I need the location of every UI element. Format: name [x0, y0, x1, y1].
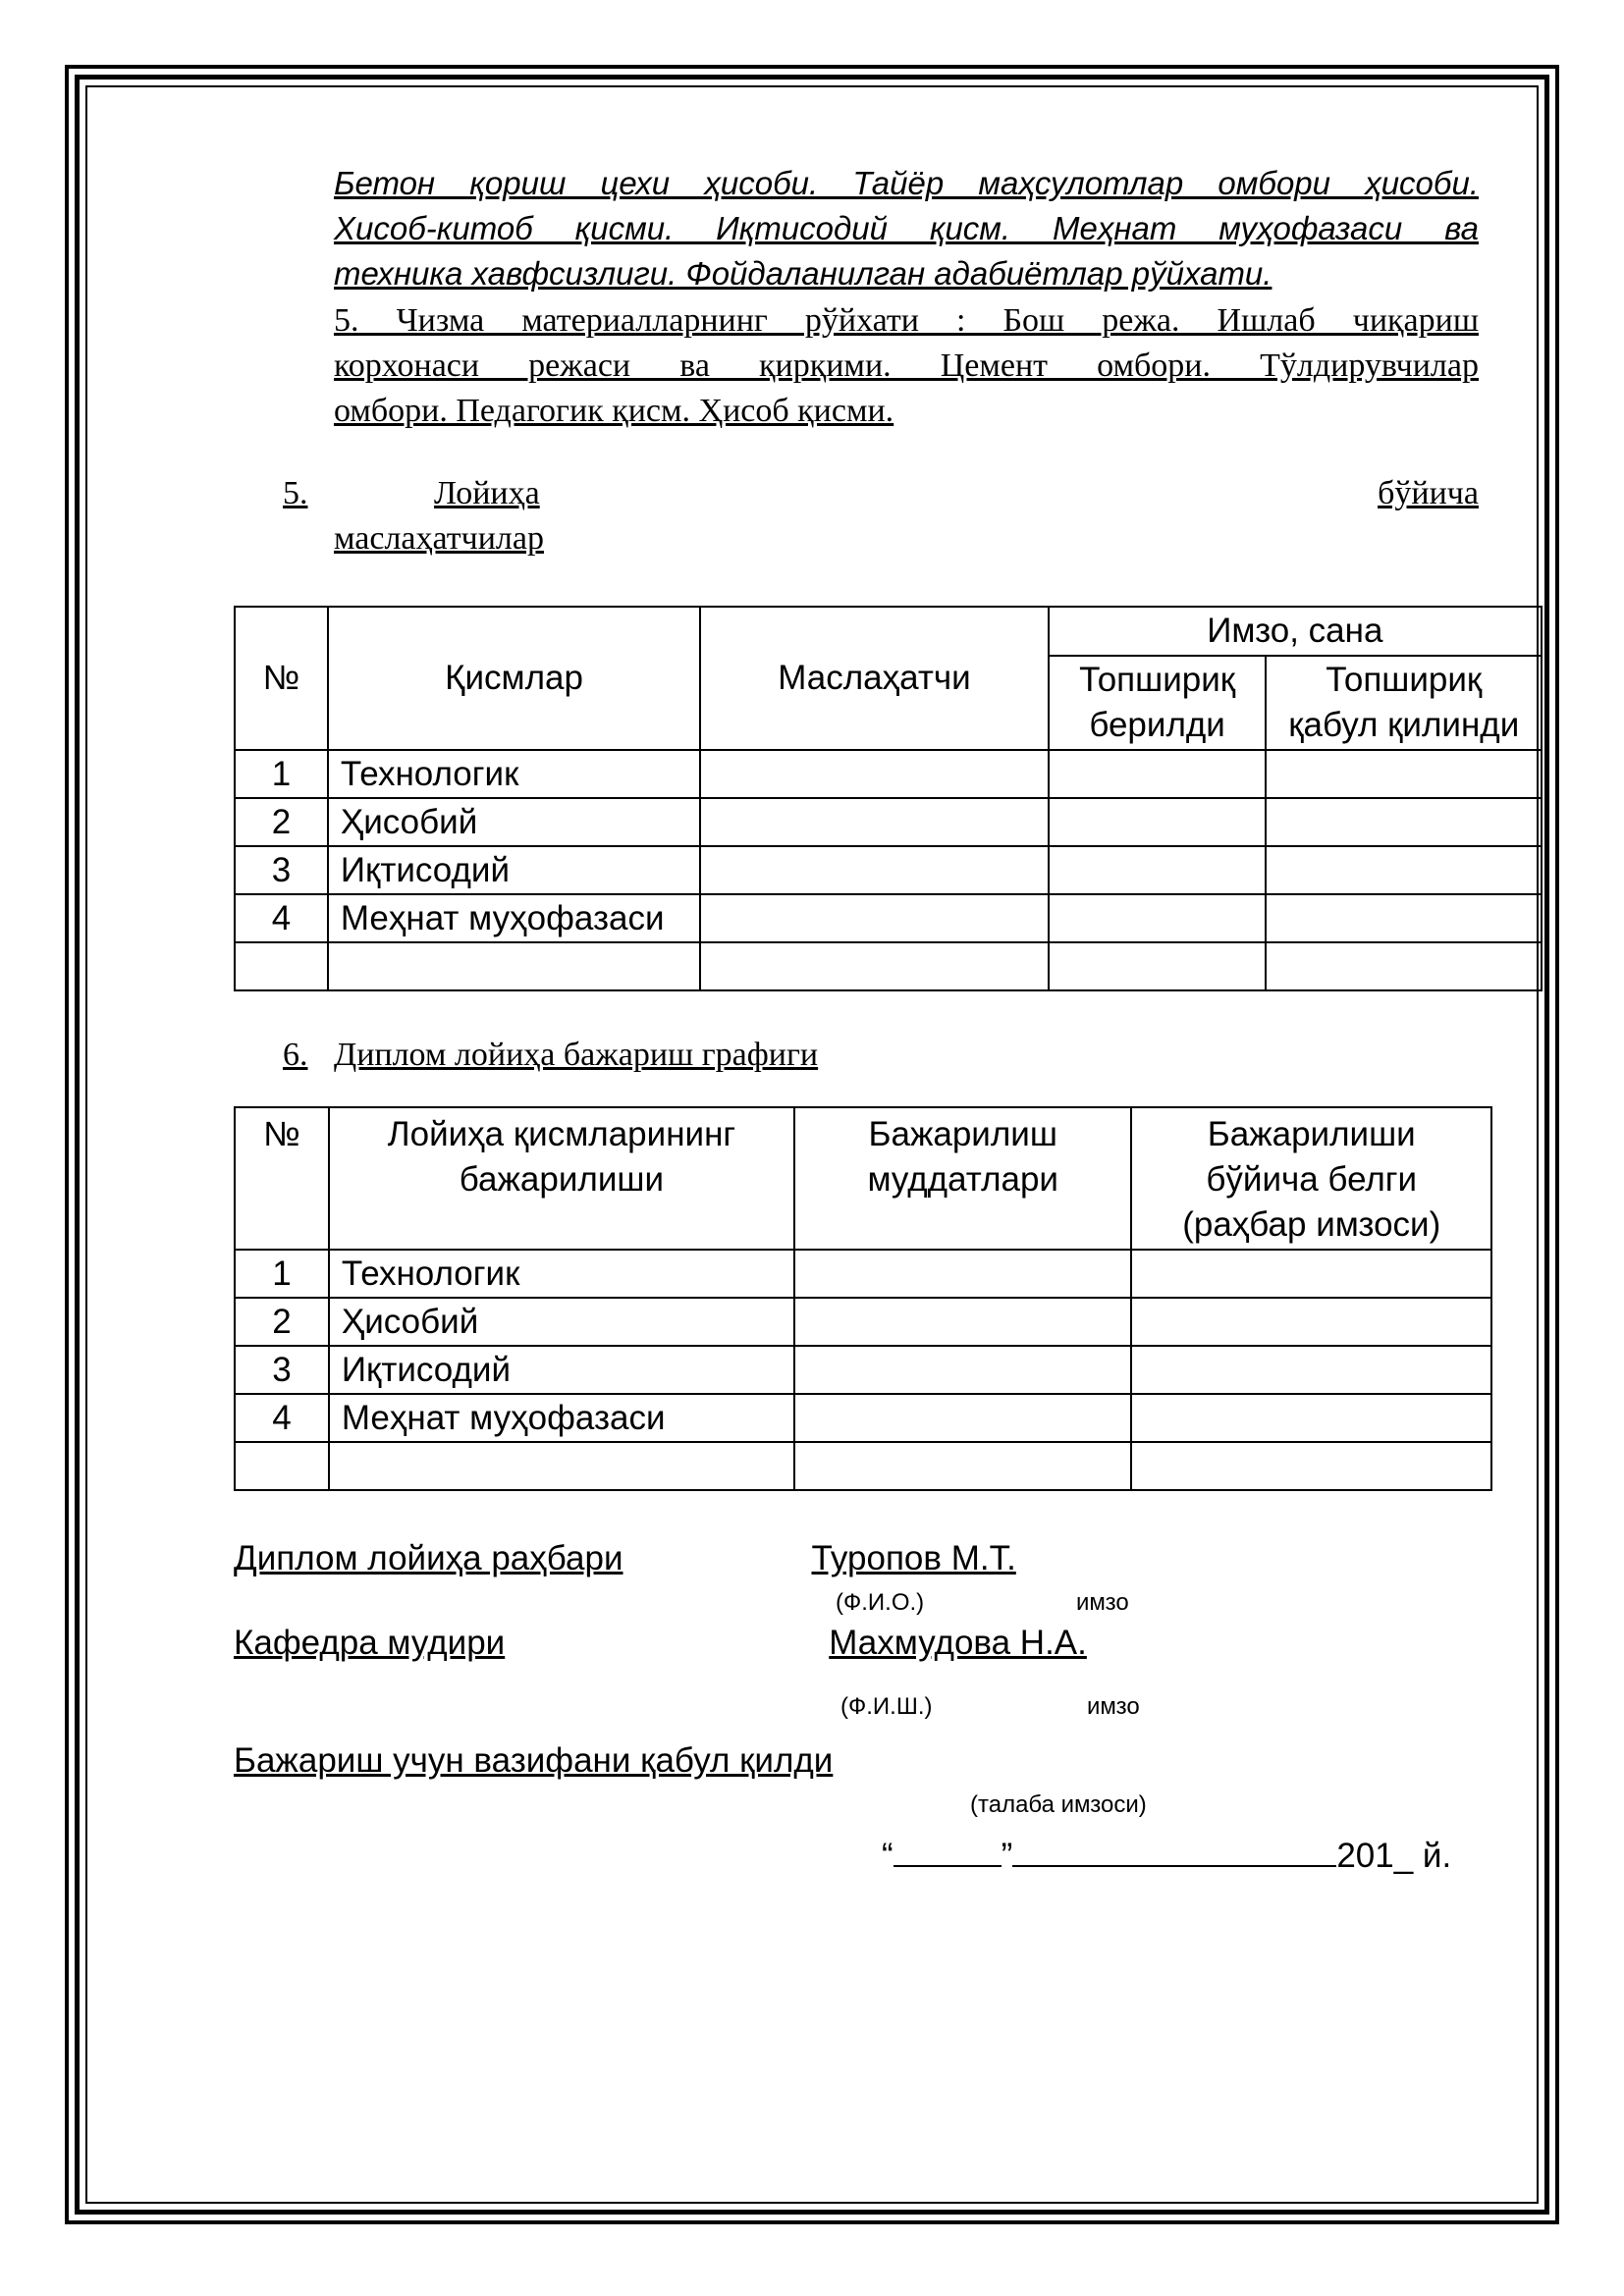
table1-row4-no: 4	[235, 894, 328, 942]
head-label: Кафедра мудири	[234, 1624, 506, 1662]
table-row	[235, 942, 1542, 990]
table1-row5-no[interactable]	[235, 942, 328, 990]
table2-row2-no: 2	[235, 1298, 329, 1346]
table-row	[235, 1250, 1491, 1298]
table2-row3-deadline[interactable]	[794, 1346, 1132, 1394]
drawings-line-2: корхонаси режаси ва қирқими. Цемент омбори. Тўлдирувчилар	[334, 347, 1479, 384]
table2-row4-mark[interactable]	[1131, 1394, 1491, 1442]
table-row	[235, 1442, 1491, 1490]
section5-title-line1	[334, 475, 1479, 512]
table1-row1-given[interactable]	[1049, 750, 1267, 798]
table1-row5-given[interactable]	[1049, 942, 1267, 990]
table-row	[235, 1394, 1491, 1442]
date-quote-close: ”	[1001, 1837, 1013, 1875]
table1-header-given: Топшириқ берилди	[1049, 656, 1267, 750]
table2-row5-deadline[interactable]	[794, 1442, 1132, 1490]
section5-number: 5.	[283, 475, 308, 511]
consultants-table	[234, 606, 1543, 991]
table1-row3-accepted[interactable]	[1266, 846, 1542, 894]
table1-header-consultant: Маслаҳатчи	[700, 607, 1048, 750]
table-row	[235, 846, 1542, 894]
accept-line	[234, 1741, 1387, 1781]
table1-row1-accepted[interactable]	[1266, 750, 1542, 798]
head-fio-caption: (Ф.И.Ш.)	[840, 1693, 933, 1720]
table2-header-parts: Лойиҳа қисмларининг бажарилиши	[329, 1107, 794, 1250]
table1-row2-no: 2	[235, 798, 328, 846]
table-row	[235, 894, 1542, 942]
drawings-line-1: 5. Чизма материалларнинг рўйхати : Бош режа. Ишлаб чиқариш	[334, 302, 1479, 339]
supervisor-fio-caption: (Ф.И.О.)	[836, 1589, 925, 1616]
section5-word-consultants: маслаҳатчилар	[334, 520, 544, 557]
section5-title-line2	[334, 520, 1118, 558]
supervisor-name: Туропов М.Т.	[811, 1539, 1016, 1577]
table1-header-no: №	[235, 607, 328, 750]
table-row	[235, 1298, 1491, 1346]
table1-row5-name[interactable]	[328, 942, 700, 990]
table1-header-accepted: Топшириқ қабул қилинди	[1266, 656, 1542, 750]
table2-header-mark: Бажарилиши бўйича белги (раҳбар имзоси)	[1131, 1107, 1491, 1250]
table1-row2-consultant[interactable]	[700, 798, 1048, 846]
table2-header-row	[235, 1107, 1491, 1250]
section5-word-project: Лойиҳа	[434, 475, 540, 511]
table1-header-parts: Қисмлар	[328, 607, 700, 750]
table1-row1-consultant[interactable]	[700, 750, 1048, 798]
date-quote-open: “	[882, 1837, 893, 1875]
table1-row5-accepted[interactable]	[1266, 942, 1542, 990]
table1-header-row-1	[235, 607, 1542, 656]
section5-word-by: бўйича	[1378, 475, 1479, 511]
supervisor-sign-caption: имзо	[1076, 1589, 1129, 1616]
table1-row4-name: Меҳнат муҳофазаси	[328, 894, 700, 942]
table2-row3-mark[interactable]	[1131, 1346, 1491, 1394]
table1-row2-name: Ҳисобий	[328, 798, 700, 846]
table1-row2-given[interactable]	[1049, 798, 1267, 846]
head-sign-caption: имзо	[1087, 1693, 1140, 1720]
date-year: 201_ й.	[1336, 1837, 1452, 1875]
table2-row3-no: 3	[235, 1346, 329, 1394]
table2-row5-no[interactable]	[235, 1442, 329, 1490]
section6-title	[334, 1037, 1309, 1074]
drawings-line-3: омбори. Педагогик қисм. Ҳисоб қисми.	[334, 393, 894, 429]
table1-header-sign-date: Имзо, сана	[1049, 607, 1542, 656]
table1-row4-accepted[interactable]	[1266, 894, 1542, 942]
table2-row1-mark[interactable]	[1131, 1250, 1491, 1298]
table2-header-no: №	[235, 1107, 329, 1250]
table2-row2-deadline[interactable]	[794, 1298, 1132, 1346]
table2-row4-deadline[interactable]	[794, 1394, 1132, 1442]
table1-row4-given[interactable]	[1049, 894, 1267, 942]
schedule-table	[234, 1106, 1492, 1491]
table1-row3-name: Иқтисодий	[328, 846, 700, 894]
date-line	[882, 1836, 1451, 1876]
section6-number: 6.	[283, 1037, 308, 1073]
table2-row2-mark[interactable]	[1131, 1298, 1491, 1346]
accept-label: Бажариш учун вазифани қабул қилди	[234, 1741, 834, 1780]
student-sign-caption: (талаба имзоси)	[970, 1791, 1147, 1818]
table1-row5-consultant[interactable]	[700, 942, 1048, 990]
intro-line-1: Бетон қориш цехи ҳисоби. Тайёр маҳсулотлар омбори ҳисоби.	[334, 165, 1479, 201]
table1-row3-no: 3	[235, 846, 328, 894]
table1-row3-given[interactable]	[1049, 846, 1267, 894]
table2-row1-no: 1	[235, 1250, 329, 1298]
table2-row4-name: Меҳнат муҳофазаси	[329, 1394, 794, 1442]
table1-row1-name: Технологик	[328, 750, 700, 798]
supervisor-line	[234, 1539, 1397, 1578]
table1-row2-accepted[interactable]	[1266, 798, 1542, 846]
table2-row2-name: Ҳисобий	[329, 1298, 794, 1346]
table-row	[235, 1346, 1491, 1394]
date-month-blank[interactable]	[1012, 1836, 1336, 1867]
supervisor-label: Диплом лойиҳа раҳбари	[234, 1539, 623, 1577]
table-row	[235, 798, 1542, 846]
table1-row4-consultant[interactable]	[700, 894, 1048, 942]
table1-row1-no: 1	[235, 750, 328, 798]
table2-row5-mark[interactable]	[1131, 1442, 1491, 1490]
table2-row4-no: 4	[235, 1394, 329, 1442]
table2-row5-name[interactable]	[329, 1442, 794, 1490]
table1-row3-consultant[interactable]	[700, 846, 1048, 894]
table-row	[235, 750, 1542, 798]
intro-line-3: техника хавфсизлиги. Фойдаланилган адабиётлар рўйхати.	[334, 255, 1272, 292]
intro-line-2: Хисоб-китоб қисми. Иқтисодий қисм. Меҳнат муҳофазаси ва	[334, 210, 1479, 246]
date-day-blank[interactable]	[893, 1836, 1001, 1867]
head-line	[234, 1624, 1394, 1663]
table2-row1-deadline[interactable]	[794, 1250, 1132, 1298]
table2-row1-name: Технологик	[329, 1250, 794, 1298]
head-name: Махмудова Н.А.	[829, 1624, 1087, 1662]
section6-title-text: Диплом лойиҳа бажариш графиги	[334, 1037, 819, 1073]
table2-row3-name: Иқтисодий	[329, 1346, 794, 1394]
table2-header-deadline: Бажарилиш муддатлари	[794, 1107, 1132, 1250]
